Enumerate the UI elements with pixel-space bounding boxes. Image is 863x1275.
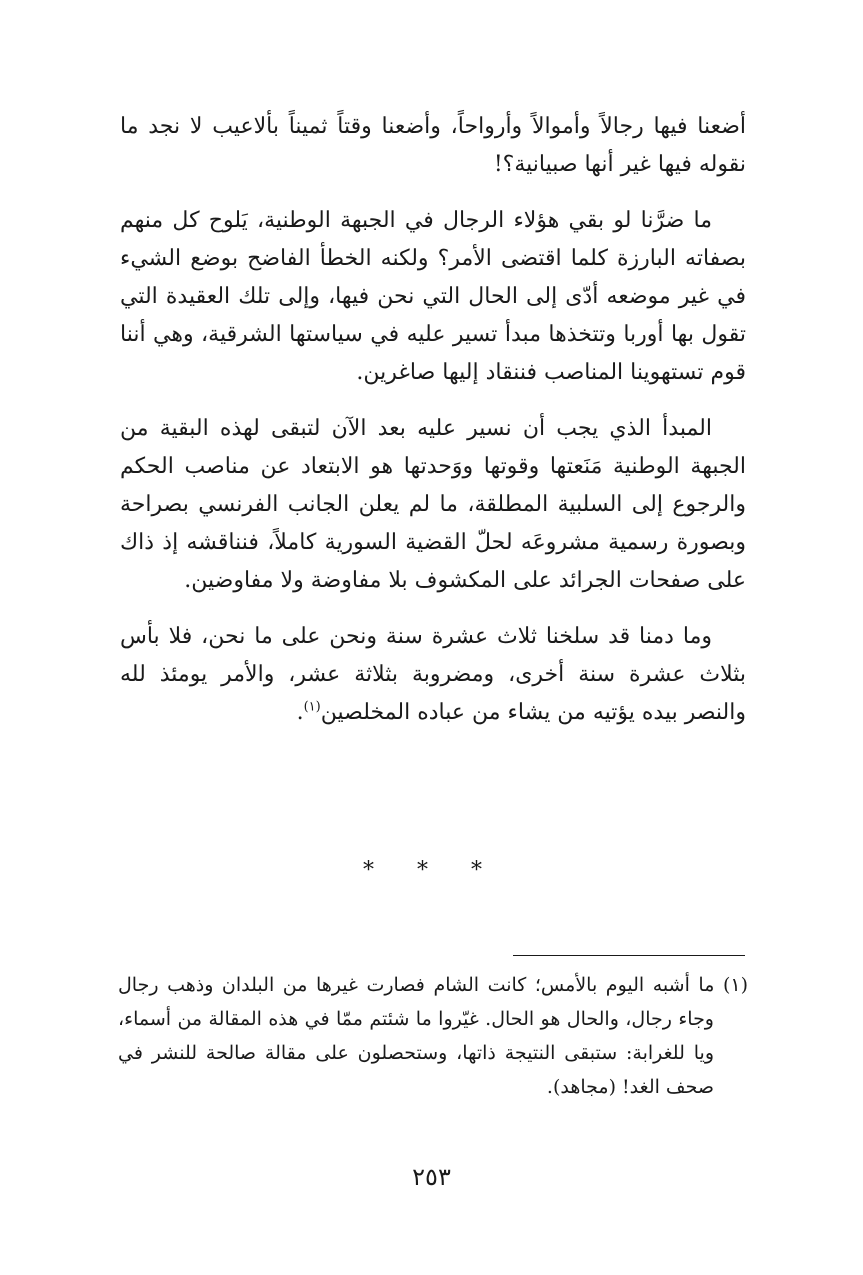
section-separator: * * * xyxy=(363,858,500,883)
main-text xyxy=(120,108,746,750)
page-number: ٢٥٣ xyxy=(412,1163,451,1191)
paragraph-4-text: وما دمنا قد سلخنا ثلاث عشرة سنة ونحن على ما نحن، فلا بأس بثلاث عشرة سنة أخرى، ومضروبة بثلاثة عشر، والأمر يومئذ لله والنصر بيده يؤتيه من يشاء من عباده المخلصين xyxy=(120,624,746,725)
footnote-marker: (١) xyxy=(722,974,748,996)
paragraph-3: المبدأ الذي يجب أن نسير عليه بعد الآن لتبقى لهذه البقية من الجبهة الوطنية مَنَعتها وقوتها ووَحدتها هو الابتعاد عن مناصب الحكم والرجوع إلى السلبية المطلقة، ما لم يعلن الجانب الفرنسي بصراحة وبصورة رسمية مشروعَه لحلّ القضية السورية كاملاً، فنناقشه إذ ذاك على صفحات الجرائد على المكشوف بلا مفاوضة ولا مفاوضين. xyxy=(120,416,746,593)
footnote-text: ما أشبه اليوم بالأمس؛ كانت الشام فصارت غيرها من البلدان وذهب رجال وجاء رجال، والحال هو الحال. غيّروا ما شئتم ممّا في هذه المقالة من أسماء، ويا للغرابة: ستبقى النتيجة ذاتها، وستحصلون على مقالة صالحة للنشر في صحف الغد! (مجاهد). xyxy=(118,974,715,1098)
footnote-reference[interactable]: (١) xyxy=(303,699,321,715)
paragraph-2: ما ضرَّنا لو بقي هؤلاء الرجال في الجبهة الوطنية، يَلوح كل منهم بصفاته البارزة كلما اقتضى الأمر؟ ولكنه الخطأ الفاضح بوضع الشيء في غير موضعه أدّى إلى الحال التي نحن فيها، وإلى تلك العقيدة التي تقول بها أوربا وتتخذها مبدأ تسير عليه في سياستها الشرقية، وهي أننا قوم تستهوينا المناصب فننقاد إليها صاغرين. xyxy=(120,208,746,385)
paragraph-1: أضعنا فيها رجالاً وأموالاً وأرواحاً، وأضعنا وقتاً ثميناً بألاعيب لا نجد ما نقوله فيها غير أنها صبيانية؟! xyxy=(120,114,746,177)
paragraph-4-period: . xyxy=(296,700,304,725)
footnote-divider xyxy=(513,955,745,956)
footnote xyxy=(118,968,748,1104)
paragraph-4 xyxy=(120,618,746,732)
